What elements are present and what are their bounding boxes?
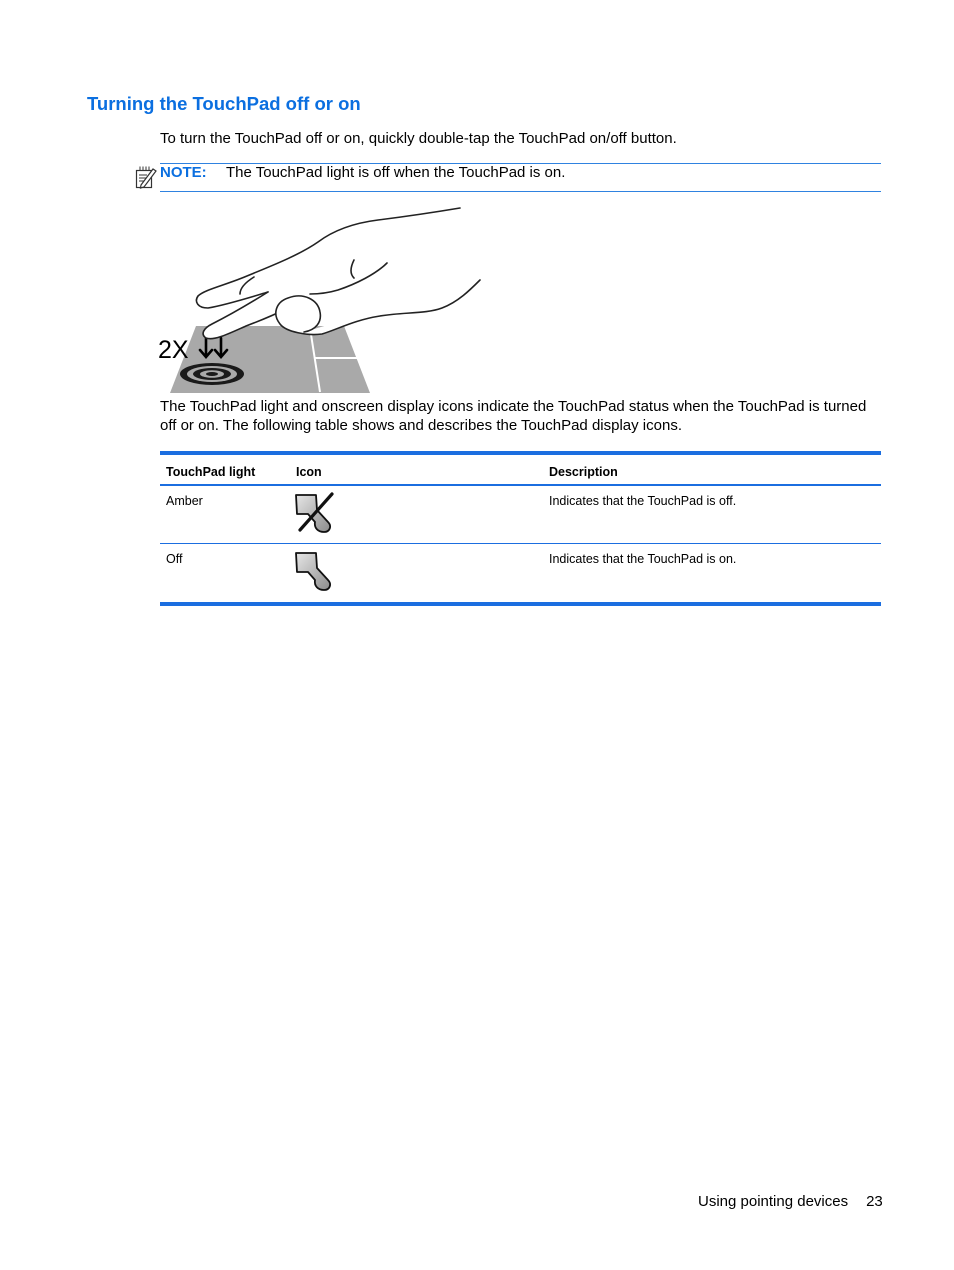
note-icon: [135, 166, 157, 190]
header-description: Description: [549, 465, 618, 479]
note-box: [160, 163, 881, 192]
touchpad-on-icon: [294, 550, 338, 592]
note-text: The TouchPad light is off when the TouchPad is on.: [226, 164, 566, 181]
header-icon: Icon: [296, 465, 322, 479]
table-row: [160, 486, 881, 544]
status-paragraph: The TouchPad light and onscreen display icons indicate the TouchPad status when the TouchPad is turned off or on. The following table shows and describes the TouchPad display icons.: [160, 398, 867, 434]
cell-touchpad-light: Amber: [166, 494, 203, 508]
cell-description: Indicates that the TouchPad is off.: [549, 494, 737, 508]
cell-description: Indicates that the TouchPad is on.: [549, 552, 737, 566]
table-row: [160, 544, 881, 602]
page-footer: [698, 1192, 883, 1211]
cell-touchpad-light: Off: [166, 552, 183, 566]
touchpad-double-tap-illustration: [158, 206, 484, 394]
touchpad-off-icon: [294, 492, 338, 534]
table-header-row: [160, 455, 881, 486]
page-number: 23: [866, 1193, 883, 1210]
note-label: NOTE:: [160, 164, 207, 181]
header-touchpad-light: TouchPad light: [166, 465, 256, 479]
touchpad-icons-table: [160, 451, 881, 606]
intro-text: To turn the TouchPad off or on, quickly double-tap the TouchPad on/off button.: [160, 130, 677, 147]
tap-count-label: 2X: [158, 336, 189, 364]
footer-section-title: Using pointing devices: [698, 1193, 849, 1210]
section-heading: Turning the TouchPad off or on: [87, 93, 361, 114]
